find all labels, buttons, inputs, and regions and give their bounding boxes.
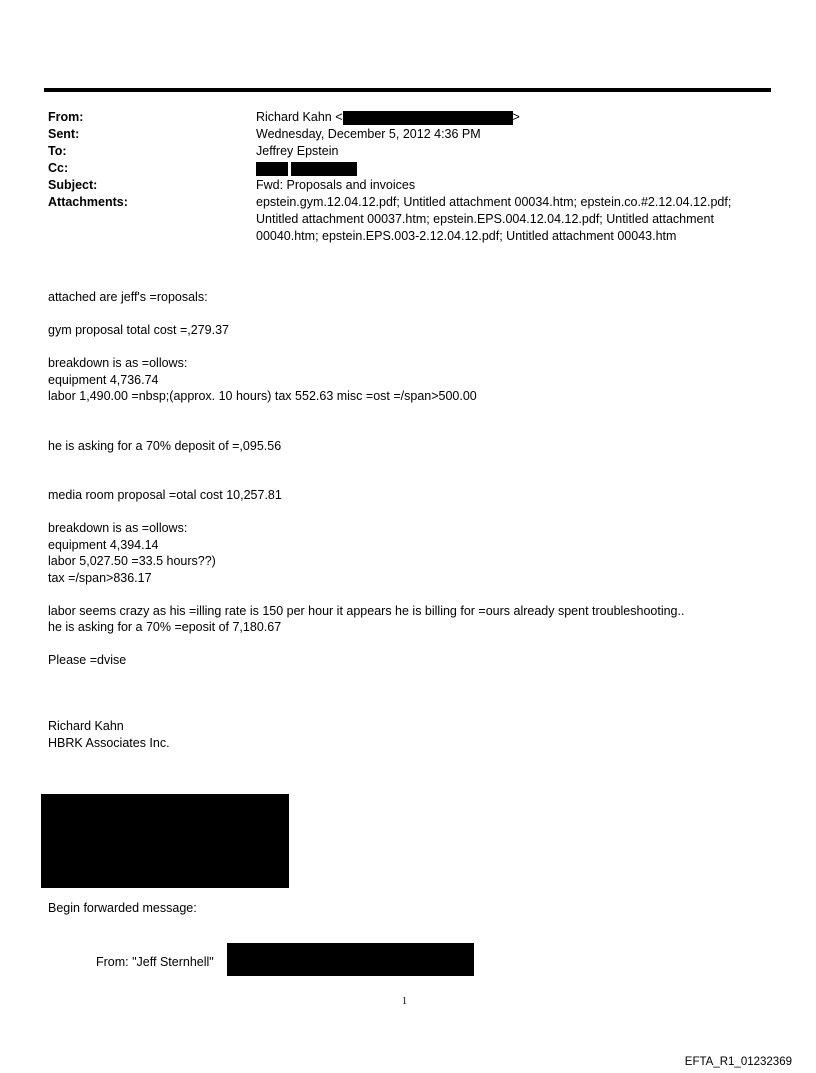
- body-line: he is asking for a 70% deposit of =,095.56: [48, 438, 282, 453]
- subject-row: [48, 177, 773, 194]
- from-row: [48, 109, 773, 126]
- attachments-line: 00040.htm; epstein.EPS.003-2.12.04.12.pdf; Untitled attachment 00043.htm: [256, 229, 677, 243]
- subject-label: Subject:: [48, 178, 98, 192]
- body-line: breakdown is as =ollows:: [48, 356, 188, 370]
- body-line: gym proposal total cost =,279.37: [48, 323, 230, 337]
- sent-label: Sent:: [48, 127, 80, 141]
- body-line: attached are jeff's =roposals:: [48, 290, 208, 304]
- body-line: labor seems crazy as his =illing rate is 150 per hour it appears he is billing for =ours already spent troubleshooting..: [48, 603, 685, 618]
- body-line: labor 5,027.50 =33.5 hours??): [48, 554, 216, 568]
- attachments-value: [256, 194, 773, 245]
- email-header: [48, 109, 773, 245]
- from-close: >: [512, 110, 520, 124]
- body-line: breakdown is as =ollows:: [48, 521, 188, 535]
- signature-company: HBRK Associates Inc.: [48, 735, 170, 750]
- body-line: equipment 4,394.14: [48, 537, 159, 552]
- redaction-box: [343, 111, 513, 125]
- body-line: Please =dvise: [48, 653, 127, 667]
- cc-label: Cc:: [48, 161, 69, 175]
- to-row: [48, 143, 773, 160]
- sent-row: [48, 126, 773, 143]
- page-number: 1: [402, 996, 407, 1007]
- body-line: labor 1,490.00 =nbsp;(approx. 10 hours) tax 552.63 misc =ost =/span>500.00: [48, 389, 477, 403]
- to-label: To:: [48, 144, 67, 158]
- body-line: he is asking for a 70% =eposit of 7,180.67: [48, 620, 282, 634]
- redaction-box: [256, 162, 288, 176]
- forward-intro: Begin forwarded message:: [48, 901, 197, 915]
- body-line: tax =/span>836.17: [48, 570, 152, 585]
- sent-value: Wednesday, December 5, 2012 4:36 PM: [256, 127, 481, 141]
- to-value: Jeffrey Epstein: [256, 144, 339, 158]
- header-rule: [44, 88, 771, 92]
- from-label: From:: [48, 110, 84, 124]
- attachments-line: Untitled attachment 00037.htm; epstein.EPS.004.12.04.12.pdf; Untitled attachment: [256, 212, 714, 226]
- from-value: [256, 109, 773, 126]
- forward-from: From: "Jeff Sternhell": [96, 955, 214, 969]
- attachments-line: epstein.gym.12.04.12.pdf; Untitled attachment 00034.htm; epstein.co.#2.12.04.12.pdf;: [256, 195, 732, 209]
- document-id: EFTA_R1_01232369: [684, 1056, 792, 1068]
- email-body: [48, 289, 788, 751]
- body-line: equipment 4,736.74: [48, 372, 159, 387]
- attachments-label: Attachments:: [48, 195, 128, 209]
- body-line: media room proposal =otal cost 10,257.81: [48, 488, 282, 502]
- from-name: Richard Kahn <: [256, 110, 343, 124]
- signature-redaction: [41, 794, 289, 888]
- signature-name: Richard Kahn: [48, 719, 124, 733]
- cc-value: [256, 160, 773, 177]
- redaction-box: [291, 162, 357, 176]
- forward-redaction: [227, 943, 474, 976]
- attachments-row: [48, 194, 773, 245]
- cc-row: [48, 160, 773, 177]
- subject-value: Fwd: Proposals and invoices: [256, 178, 416, 192]
